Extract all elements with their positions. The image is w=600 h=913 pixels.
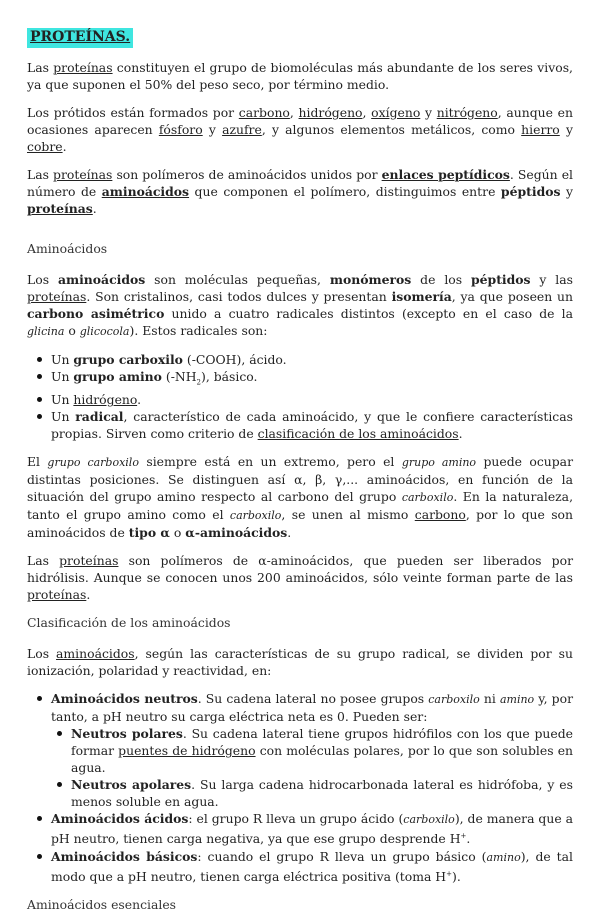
classification-list bbox=[27, 690, 573, 884]
list-item: Un grupo amino $(-NH_2)$, básico. bbox=[51, 368, 573, 391]
list-item: Neutros apolares. Su larga cadena hidrocarbonada lateral es hidrófoba, y es menos soluble en agua. bbox=[71, 777, 573, 810]
classification-paragraph: Los aminoácidos, según las características de su grupo radical, se dividen por su ionización, polaridad y reactividad, en: bbox=[27, 646, 573, 679]
section-heading-esenciales: Aminoácidos esenciales bbox=[27, 896, 177, 912]
groups-paragraph: El grupo carboxilo siempre está en un extremo, pero el grupo amino puede ocupar distintas posiciones. Se distinguen así α, β, γ,... aminoácidos, en función de la situación del grupo amino respecto al carbono del grupo carboxilo. En la naturaleza, tanto el grupo amino como el carboxilo, se unen al mismo carbono, por lo que son aminoácidos de tipo α o α-aminoácidos. bbox=[27, 454, 574, 541]
list-item: Un radical, característico de cada aminoácido, y que le confiere características propias. Sirven como criterio de clasificación de los aminoácidos. bbox=[51, 409, 573, 442]
page-title: PROTEÍNAS. bbox=[27, 28, 133, 48]
list-item: Aminoácidos básicos: cuando el grupo R lleva un grupo básico (amino), de tal modo que a pH neutro, tienen carga eléctrica positiva (toma H+). bbox=[51, 848, 573, 884]
radicals-list bbox=[27, 351, 573, 442]
list-item: Aminoácidos ácidos: el grupo R lleva un grupo ácido (carboxilo), de manera que a pH neutro, tienen carga negativa, ya que ese grupo desprende H+. bbox=[51, 811, 574, 847]
polymer-paragraph: Las proteínas son polímeros de aminoácidos unidos por enlaces peptídicos. Según el número de aminoácidos que componen el polímero, distinguimos entre péptidos y proteínas. bbox=[27, 167, 573, 216]
hydrolysis-paragraph: Las proteínas son polímeros de α-aminoácidos, que pueden ser liberados por hidrólisis. Aunque se conocen unos 200 aminoácidos, sólo veinte forman parte de las proteínas. bbox=[27, 553, 573, 603]
link-proteinas: proteínas bbox=[53, 60, 113, 75]
list-item: Un hidrógeno. bbox=[51, 391, 573, 408]
list-item: Aminoácidos neutros. Su cadena lateral no posee grupos carboxilo ni amino y, por tanto, a pH neutro su carga eléctrica neta es 0. Pueden ser: Neutros polares. Su cadena lateral tiene grupos hidrófilos con los que puede formar puentes de hidrógeno con moléculas polares, por lo que son solubles en agua. Neutros apolares. Su larga cadena hidrocarbonada lateral es hidrófoba, y es menos soluble en agua. bbox=[51, 691, 574, 810]
section-heading-aminoacidos: Aminoácidos bbox=[27, 241, 108, 256]
neutral-sublist bbox=[51, 725, 573, 810]
list-item: Un grupo carboxilo (-COOH), ácido. bbox=[51, 351, 573, 368]
list-item: Neutros polares. Su cadena lateral tiene grupos hidrófilos con los que puede formar puentes de hidrógeno con moléculas polares, por lo que son solubles en agua. bbox=[71, 726, 574, 776]
composition-paragraph: Los prótidos están formados por carbono, hidrógeno, oxígeno y nitrógeno, aunque en ocasiones aparecen fósforo y azufre, y algunos elementos metálicos, como hierro y cobre. bbox=[27, 105, 573, 154]
section-heading-clasificacion: Clasificación de los aminoácidos bbox=[27, 615, 231, 631]
aminoacids-paragraph: Los aminoácidos son moléculas pequeñas, monómeros de los péptidos y las proteínas. Son cristalinos, casi todos dulces y presentan isomería, ya que poseen un carbono asimétrico unido a cuatro radicales distintos (excepto en el caso de la glicina o glicocola). Estos radicales son: bbox=[27, 272, 574, 338]
intro-paragraph: Las proteínas constituyen el grupo de biomoléculas más abundante de los seres vivos, ya que suponen el 50% del peso seco, por término medio. bbox=[27, 60, 573, 92]
